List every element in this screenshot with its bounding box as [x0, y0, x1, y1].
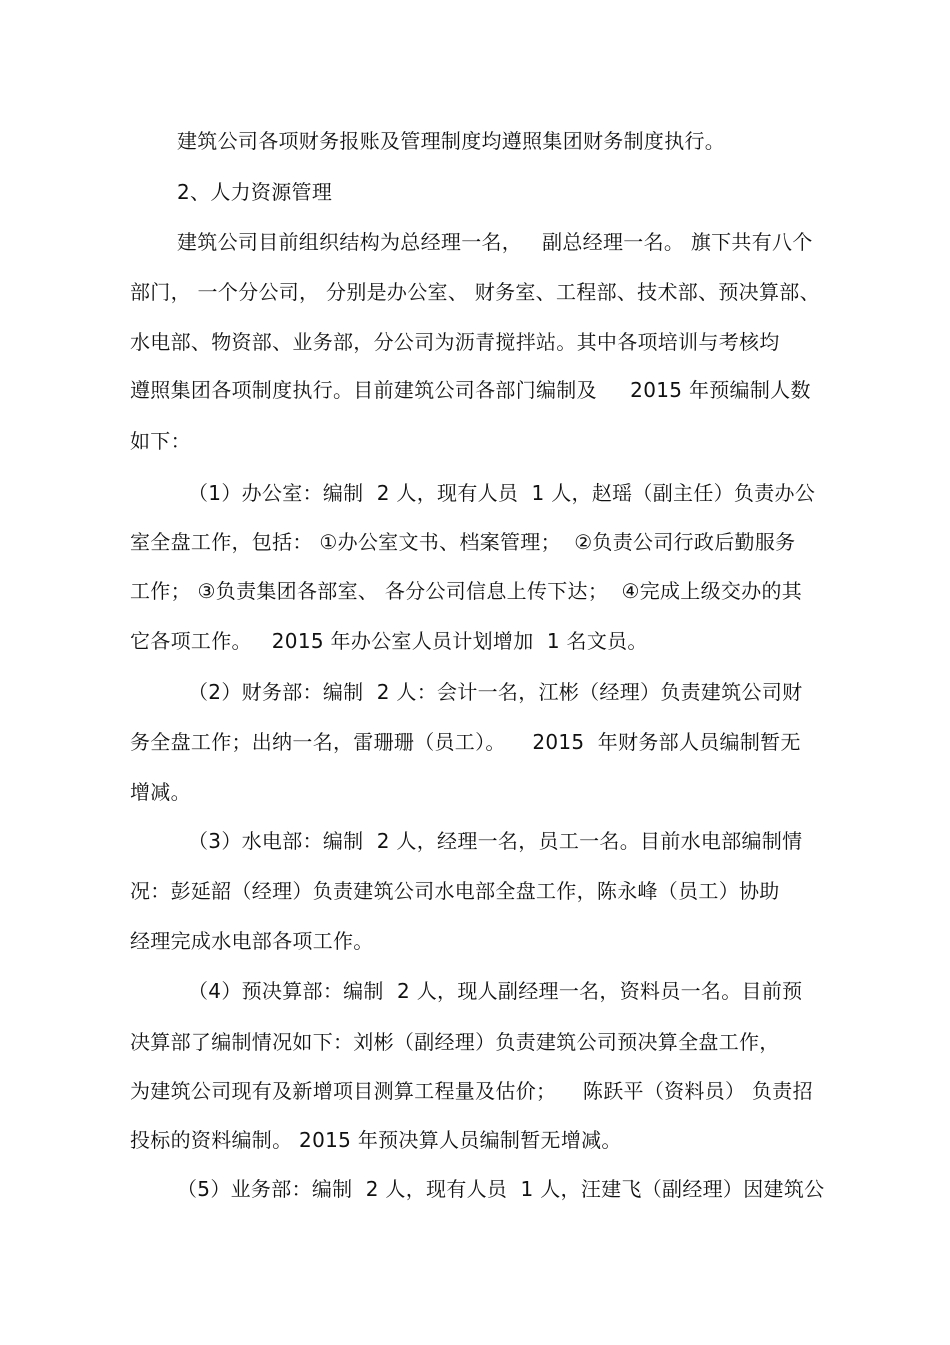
paragraph-line: （5）业务部：编制 2 人，现有人员 1 人，汪建飞（副经理）因建筑公: [177, 1177, 825, 1201]
paragraph-line: 投标的资料编制。 2015 年预决算人员编制暂无增减。: [130, 1128, 622, 1152]
paragraph-line: （2）财务部：编制 2 人：会计一名，江彬（经理）负责建筑公司财: [188, 680, 803, 704]
paragraph-line: 它各项工作。 2015 年办公室人员计划增加 1 名文员。: [130, 629, 648, 653]
paragraph-line: 建筑公司各项财务报账及管理制度均遵照集团财务制度执行。: [177, 129, 726, 153]
paragraph-line: 为建筑公司现有及新增项目测算工程量及估价； 陈跃平（资料员） 负责招: [130, 1079, 813, 1103]
paragraph-line: 建筑公司目前组织结构为总经理一名， 副总经理一名。 旗下共有八个: [177, 230, 813, 254]
paragraph-line: 决算部了编制情况如下：刘彬（副经理）负责建筑公司预决算全盘工作，: [130, 1030, 780, 1054]
paragraph-line: 增减。: [130, 780, 191, 804]
paragraph-line: 部门， 一个分公司， 分别是办公室、 财务室、工程部、技术部、预决算部、: [130, 280, 820, 304]
paragraph-line: 经理完成水电部各项工作。: [130, 929, 374, 953]
paragraph-line: 水电部、物资部、业务部，分公司为沥青搅拌站。其中各项培训与考核均: [130, 330, 780, 354]
paragraph-line: 如下：: [130, 429, 191, 453]
paragraph-line: （4）预决算部：编制 2 人，现人副经理一名，资料员一名。目前预: [188, 979, 803, 1003]
paragraph-line: 工作； ③负责集团各部室、 各分公司信息上传下达； ④完成上级交办的其: [130, 579, 803, 603]
paragraph-line: 遵照集团各项制度执行。目前建筑公司各部门编制及 2015 年预编制人数: [130, 378, 811, 402]
section-heading: 2、人力资源管理: [177, 180, 333, 204]
paragraph-line: 室全盘工作，包括： ①办公室文书、档案管理； ②负责公司行政后勤服务: [130, 530, 796, 554]
paragraph-line: 况：彭延韶（经理）负责建筑公司水电部全盘工作，陈永峰（员工）协助: [130, 879, 780, 903]
paragraph-line: （3）水电部：编制 2 人，经理一名，员工一名。目前水电部编制情: [188, 829, 803, 853]
paragraph-line: 务全盘工作；出纳一名，雷珊珊（员工）。 2015 年财务部人员编制暂无: [130, 730, 801, 754]
paragraph-line: （1）办公室：编制 2 人，现有人员 1 人，赵瑶（副主任）负责办公: [188, 481, 816, 505]
